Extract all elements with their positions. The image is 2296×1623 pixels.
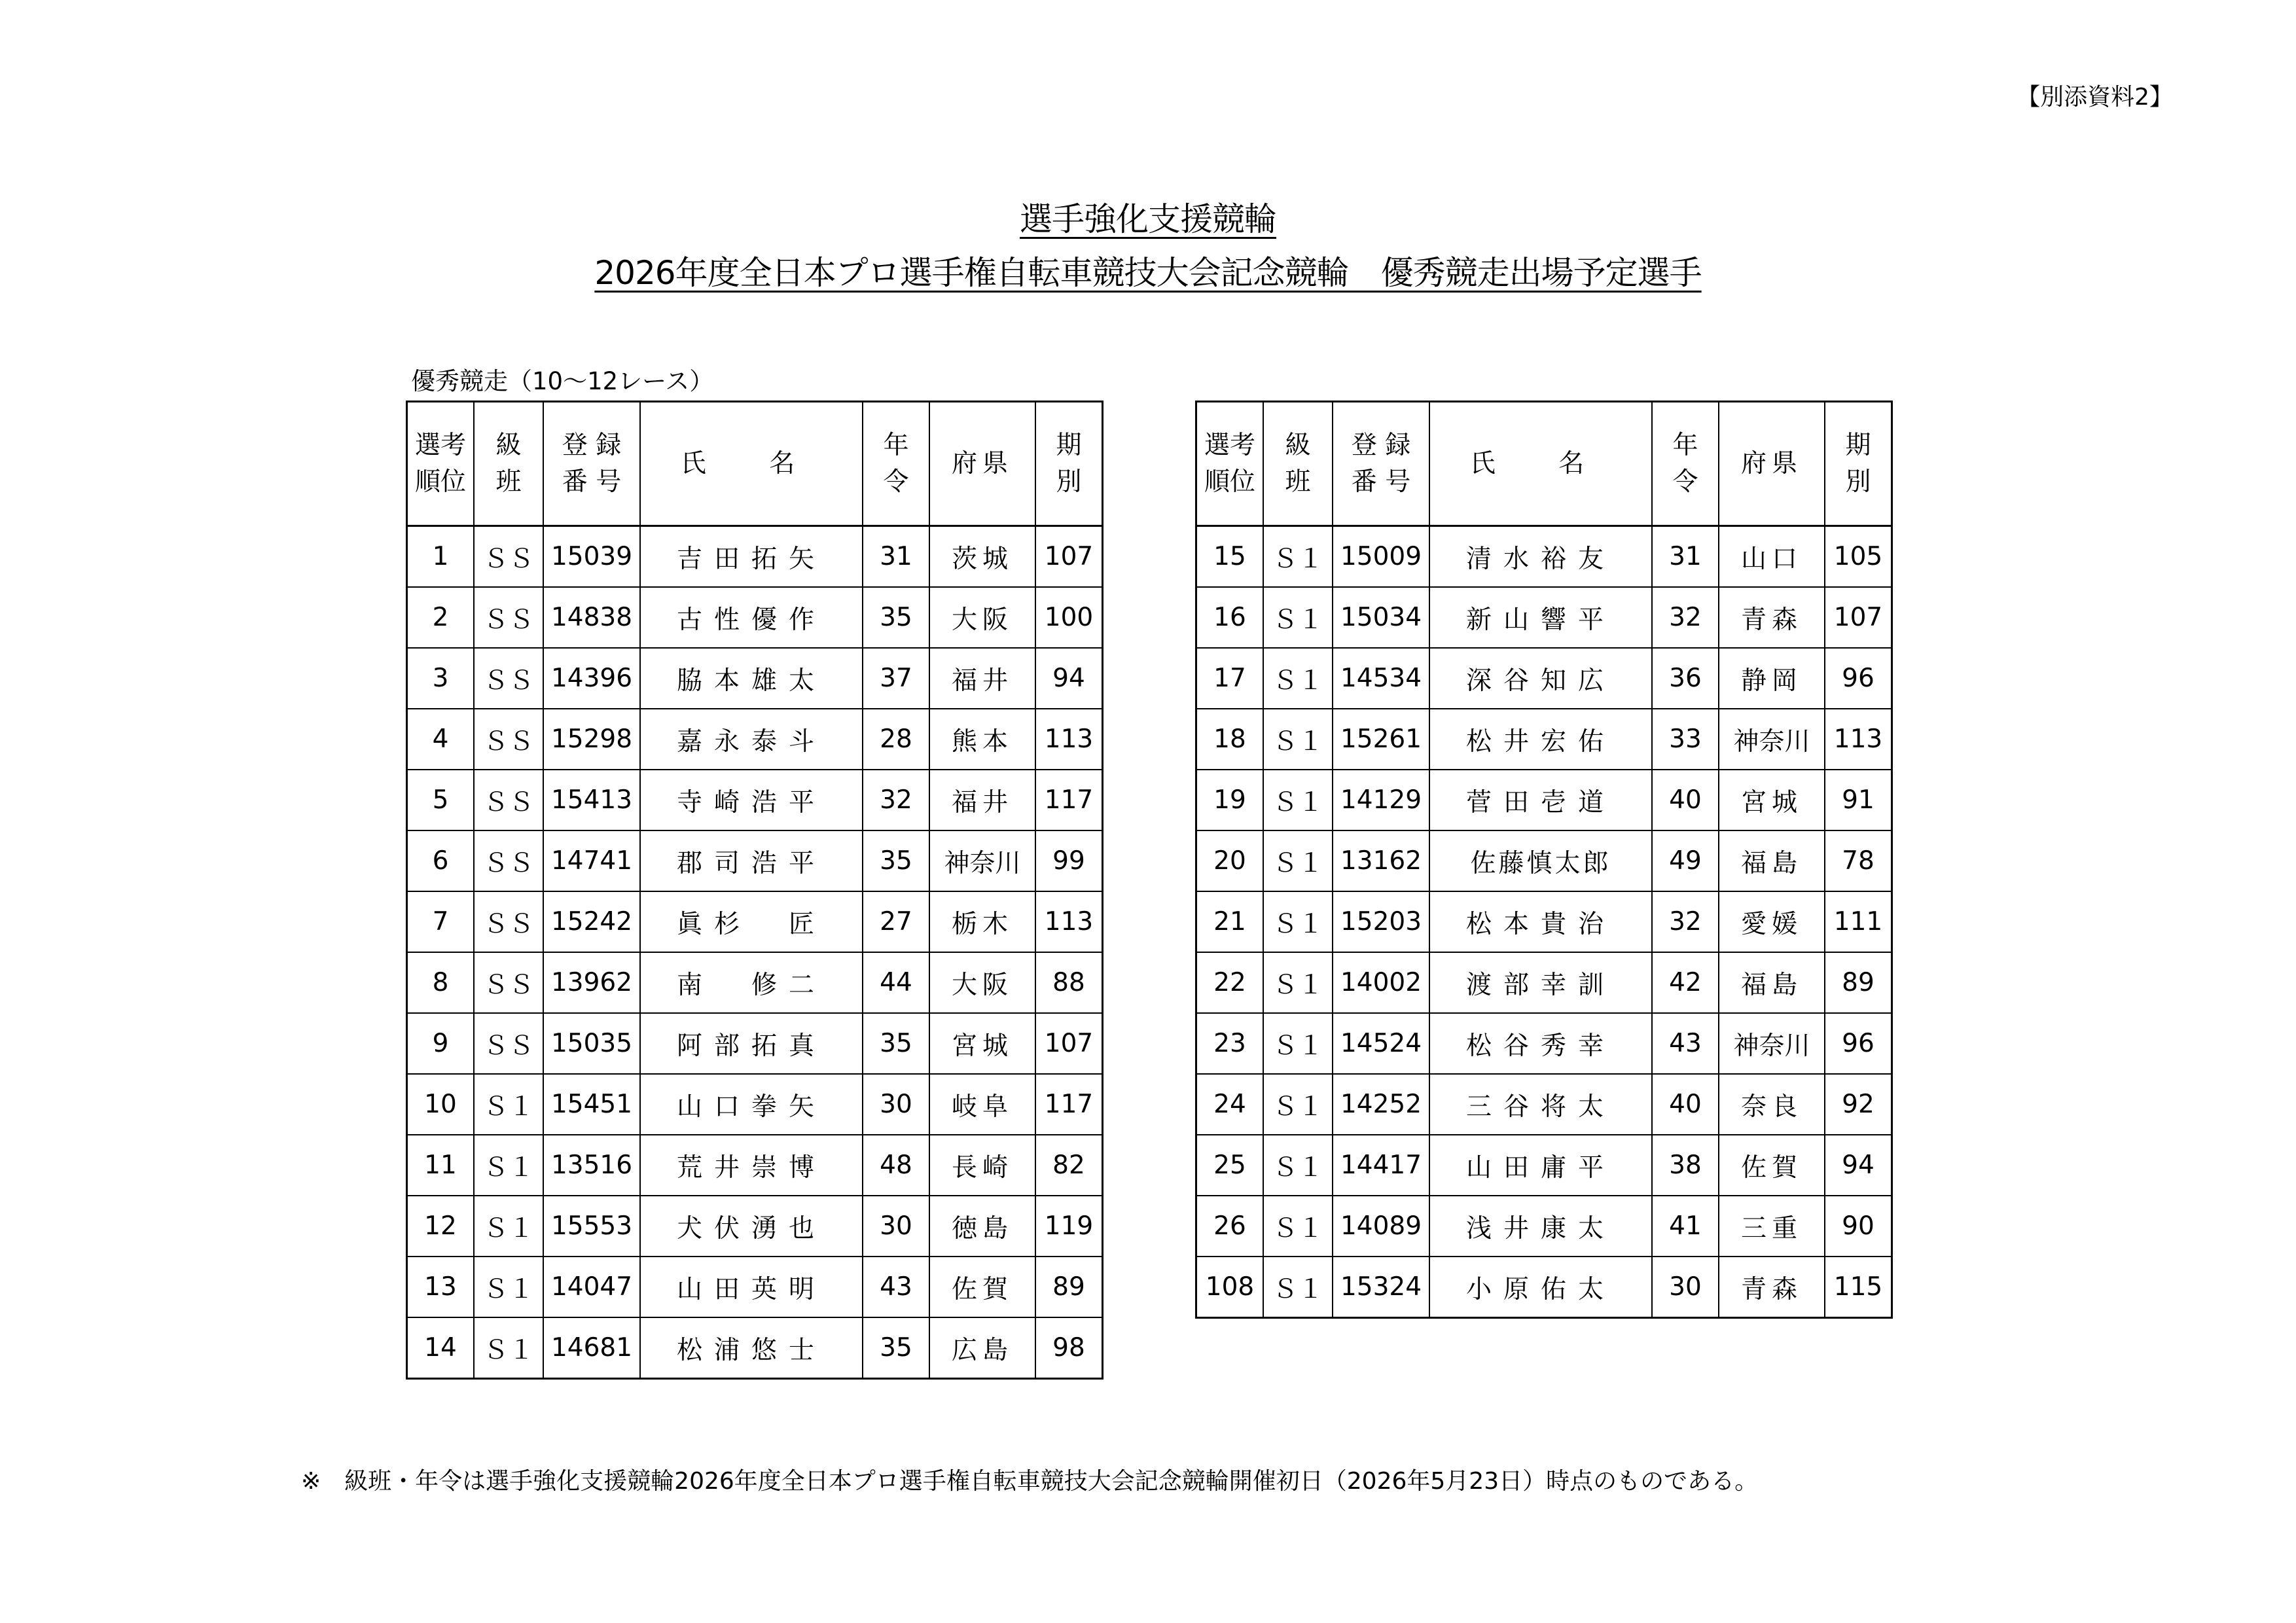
table-row: [1196, 952, 1892, 1013]
term-cell: 82: [1035, 1135, 1103, 1196]
registration-cell: 14741: [543, 830, 640, 891]
name-cell: 松井宏佑: [1429, 709, 1652, 770]
age-cell: 49: [1652, 830, 1719, 891]
header-prefecture: 府県: [929, 402, 1035, 526]
age-cell: 35: [863, 830, 929, 891]
prefecture-cell: 宮城: [929, 1013, 1035, 1074]
rank-cell: 5: [407, 770, 475, 830]
age-cell: 37: [863, 648, 929, 709]
prefecture-cell: 愛媛: [1719, 891, 1825, 952]
registration-cell: 13516: [543, 1135, 640, 1196]
table-row: [407, 952, 1103, 1013]
rank-cell: 21: [1196, 891, 1264, 952]
rank-cell: 7: [407, 891, 475, 952]
header-registration: 登 録 番 号: [543, 402, 640, 526]
table-row: [1196, 526, 1892, 588]
table-row: [407, 648, 1103, 709]
class-cell: ＳＳ: [474, 648, 543, 709]
class-cell: Ｓ１: [1263, 891, 1333, 952]
table-row: [407, 1196, 1103, 1257]
term-cell: 78: [1825, 830, 1892, 891]
class-cell: Ｓ１: [1263, 952, 1333, 1013]
prefecture-cell: 長崎: [929, 1135, 1035, 1196]
rank-cell: 24: [1196, 1074, 1264, 1135]
term-cell: 111: [1825, 891, 1892, 952]
rank-cell: 13: [407, 1257, 475, 1317]
class-cell: ＳＳ: [474, 891, 543, 952]
age-cell: 35: [863, 587, 929, 648]
table-row: [407, 830, 1103, 891]
class-cell: Ｓ１: [1263, 1196, 1333, 1257]
rank-cell: 20: [1196, 830, 1264, 891]
term-cell: 117: [1035, 1074, 1103, 1135]
table-row: [1196, 891, 1892, 952]
prefecture-cell: 佐賀: [1719, 1135, 1825, 1196]
class-cell: Ｓ１: [1263, 526, 1333, 588]
prefecture-cell: 福島: [1719, 952, 1825, 1013]
term-cell: 98: [1035, 1317, 1103, 1379]
term-cell: 99: [1035, 830, 1103, 891]
term-cell: 115: [1825, 1257, 1892, 1318]
header-term: 期 別: [1035, 402, 1103, 526]
rank-cell: 6: [407, 830, 475, 891]
term-cell: 100: [1035, 587, 1103, 648]
page-title-line2: 2026年度全日本プロ選手権自転車競技大会記念競輪 優秀競走出場予定選手: [594, 254, 1702, 292]
term-cell: 105: [1825, 526, 1892, 588]
header-class: 級 班: [1263, 402, 1333, 526]
term-cell: 107: [1825, 587, 1892, 648]
age-cell: 30: [863, 1196, 929, 1257]
name-cell: 犬伏湧也: [640, 1196, 863, 1257]
registration-cell: 14047: [543, 1257, 640, 1317]
name-cell: 松浦悠士: [640, 1317, 863, 1379]
registration-cell: 14524: [1333, 1013, 1429, 1074]
prefecture-cell: 佐賀: [929, 1257, 1035, 1317]
prefecture-cell: 青森: [1719, 587, 1825, 648]
table-row: [407, 526, 1103, 588]
table-row: [1196, 648, 1892, 709]
age-cell: 30: [863, 1074, 929, 1135]
prefecture-cell: 青森: [1719, 1257, 1825, 1318]
registration-cell: 15242: [543, 891, 640, 952]
header-age: 年 令: [1652, 402, 1719, 526]
age-cell: 30: [1652, 1257, 1719, 1318]
registration-cell: 15203: [1333, 891, 1429, 952]
section-label: 優秀競走（10～12レース）: [411, 367, 714, 395]
name-cell: 嘉永泰斗: [640, 709, 863, 770]
name-cell: 山口拳矢: [640, 1074, 863, 1135]
name-cell: 深谷知広: [1429, 648, 1652, 709]
table-row: [407, 1013, 1103, 1074]
age-cell: 28: [863, 709, 929, 770]
prefecture-cell: 宮城: [1719, 770, 1825, 830]
registration-cell: 15035: [543, 1013, 640, 1074]
registration-cell: 14252: [1333, 1074, 1429, 1135]
name-cell: 山田英明: [640, 1257, 863, 1317]
name-cell: 山田庸平: [1429, 1135, 1652, 1196]
prefecture-cell: 福井: [929, 648, 1035, 709]
term-cell: 113: [1825, 709, 1892, 770]
name-cell: 阿部拓真: [640, 1013, 863, 1074]
table-row: [407, 709, 1103, 770]
class-cell: Ｓ１: [474, 1135, 543, 1196]
table-header-row: [1196, 402, 1892, 526]
registration-cell: 15298: [543, 709, 640, 770]
registration-cell: 15039: [543, 526, 640, 588]
class-cell: ＳＳ: [474, 1013, 543, 1074]
rank-cell: 1: [407, 526, 475, 588]
name-cell: 小原佑太: [1429, 1257, 1652, 1318]
class-cell: Ｓ１: [1263, 1074, 1333, 1135]
prefecture-cell: 茨城: [929, 526, 1035, 588]
attachment-label: 【別添資料2】: [2017, 84, 2173, 111]
registration-cell: 15451: [543, 1074, 640, 1135]
table-row: [1196, 830, 1892, 891]
class-cell: Ｓ１: [474, 1074, 543, 1135]
class-cell: Ｓ１: [1263, 830, 1333, 891]
name-cell: 吉田拓矢: [640, 526, 863, 588]
age-cell: 48: [863, 1135, 929, 1196]
table-row: [1196, 1135, 1892, 1196]
class-cell: ＳＳ: [474, 830, 543, 891]
class-cell: Ｓ１: [1263, 1135, 1333, 1196]
term-cell: 92: [1825, 1074, 1892, 1135]
name-cell: 南 修二: [640, 952, 863, 1013]
riders-table-left: [406, 401, 1103, 1380]
term-cell: 89: [1825, 952, 1892, 1013]
age-cell: 32: [1652, 587, 1719, 648]
rank-cell: 12: [407, 1196, 475, 1257]
class-cell: ＳＳ: [474, 952, 543, 1013]
term-cell: 113: [1035, 709, 1103, 770]
table-row: [407, 587, 1103, 648]
registration-cell: 14129: [1333, 770, 1429, 830]
table-header-row: [407, 402, 1103, 526]
class-cell: Ｓ１: [1263, 1013, 1333, 1074]
name-cell: 古性優作: [640, 587, 863, 648]
table-row: [1196, 1013, 1892, 1074]
name-cell: 郡司浩平: [640, 830, 863, 891]
rank-cell: 108: [1196, 1257, 1264, 1318]
age-cell: 40: [1652, 770, 1719, 830]
rank-cell: 22: [1196, 952, 1264, 1013]
class-cell: Ｓ１: [1263, 709, 1333, 770]
table-row: [1196, 709, 1892, 770]
header-name: 氏 名: [640, 402, 863, 526]
table-row: [407, 1257, 1103, 1317]
rank-cell: 3: [407, 648, 475, 709]
header-prefecture: 府県: [1719, 402, 1825, 526]
age-cell: 43: [863, 1257, 929, 1317]
rank-cell: 25: [1196, 1135, 1264, 1196]
name-cell: 眞杉 匠: [640, 891, 863, 952]
header-rank: 選考 順位: [407, 402, 475, 526]
riders-table-right: [1195, 401, 1893, 1319]
table-row: [1196, 1074, 1892, 1135]
age-cell: 31: [1652, 526, 1719, 588]
term-cell: 107: [1035, 1013, 1103, 1074]
name-cell: 新山響平: [1429, 587, 1652, 648]
registration-cell: 15413: [543, 770, 640, 830]
prefecture-cell: 福島: [1719, 830, 1825, 891]
prefecture-cell: 熊本: [929, 709, 1035, 770]
name-cell: 三谷将太: [1429, 1074, 1652, 1135]
registration-cell: 14002: [1333, 952, 1429, 1013]
term-cell: 89: [1035, 1257, 1103, 1317]
age-cell: 33: [1652, 709, 1719, 770]
term-cell: 94: [1825, 1135, 1892, 1196]
class-cell: ＳＳ: [474, 770, 543, 830]
table-row: [1196, 1257, 1892, 1318]
prefecture-cell: 神奈川: [929, 830, 1035, 891]
age-cell: 35: [863, 1013, 929, 1074]
class-cell: ＳＳ: [474, 587, 543, 648]
term-cell: 88: [1035, 952, 1103, 1013]
prefecture-cell: 岐阜: [929, 1074, 1035, 1135]
rank-cell: 8: [407, 952, 475, 1013]
term-cell: 91: [1825, 770, 1892, 830]
term-cell: 96: [1825, 648, 1892, 709]
class-cell: ＳＳ: [474, 526, 543, 588]
rank-cell: 17: [1196, 648, 1264, 709]
registration-cell: 14838: [543, 587, 640, 648]
class-cell: Ｓ１: [474, 1257, 543, 1317]
age-cell: 31: [863, 526, 929, 588]
prefecture-cell: 徳島: [929, 1196, 1035, 1257]
prefecture-cell: 神奈川: [1719, 1013, 1825, 1074]
rank-cell: 9: [407, 1013, 475, 1074]
age-cell: 42: [1652, 952, 1719, 1013]
class-cell: Ｓ１: [1263, 1257, 1333, 1318]
name-cell: 浅井康太: [1429, 1196, 1652, 1257]
name-cell: 荒井崇博: [640, 1135, 863, 1196]
term-cell: 119: [1035, 1196, 1103, 1257]
name-cell: 寺崎浩平: [640, 770, 863, 830]
age-cell: 35: [863, 1317, 929, 1379]
rank-cell: 23: [1196, 1013, 1264, 1074]
registration-cell: 15034: [1333, 587, 1429, 648]
rank-cell: 18: [1196, 709, 1264, 770]
term-cell: 113: [1035, 891, 1103, 952]
table-row: [1196, 770, 1892, 830]
table-row: [1196, 1196, 1892, 1257]
prefecture-cell: 広島: [929, 1317, 1035, 1379]
table-row: [407, 1135, 1103, 1196]
rank-cell: 11: [407, 1135, 475, 1196]
age-cell: 44: [863, 952, 929, 1013]
prefecture-cell: 栃木: [929, 891, 1035, 952]
class-cell: Ｓ１: [1263, 587, 1333, 648]
age-cell: 36: [1652, 648, 1719, 709]
table-row: [407, 891, 1103, 952]
age-cell: 32: [863, 770, 929, 830]
table-row: [1196, 587, 1892, 648]
table-row: [407, 1317, 1103, 1379]
rank-cell: 26: [1196, 1196, 1264, 1257]
registration-cell: 14681: [543, 1317, 640, 1379]
registration-cell: 15553: [543, 1196, 640, 1257]
term-cell: 90: [1825, 1196, 1892, 1257]
rank-cell: 19: [1196, 770, 1264, 830]
rank-cell: 2: [407, 587, 475, 648]
term-cell: 94: [1035, 648, 1103, 709]
registration-cell: 14417: [1333, 1135, 1429, 1196]
name-cell: 松本貴治: [1429, 891, 1652, 952]
prefecture-cell: 奈良: [1719, 1074, 1825, 1135]
registration-cell: 15324: [1333, 1257, 1429, 1318]
registration-cell: 15261: [1333, 709, 1429, 770]
header-rank: 選考 順位: [1196, 402, 1264, 526]
registration-cell: 14534: [1333, 648, 1429, 709]
name-cell: 松谷秀幸: [1429, 1013, 1652, 1074]
age-cell: 27: [863, 891, 929, 952]
age-cell: 41: [1652, 1196, 1719, 1257]
header-class: 級 班: [474, 402, 543, 526]
registration-cell: 15009: [1333, 526, 1429, 588]
name-cell: 渡部幸訓: [1429, 952, 1652, 1013]
prefecture-cell: 福井: [929, 770, 1035, 830]
header-term: 期 別: [1825, 402, 1892, 526]
class-cell: Ｓ１: [474, 1196, 543, 1257]
header-registration: 登 録 番 号: [1333, 402, 1429, 526]
term-cell: 117: [1035, 770, 1103, 830]
prefecture-cell: 大阪: [929, 587, 1035, 648]
rank-cell: 14: [407, 1317, 475, 1379]
prefecture-cell: 静岡: [1719, 648, 1825, 709]
class-cell: Ｓ１: [474, 1317, 543, 1379]
name-cell: 清水裕友: [1429, 526, 1652, 588]
name-cell: 脇本雄太: [640, 648, 863, 709]
registration-cell: 14396: [543, 648, 640, 709]
age-cell: 40: [1652, 1074, 1719, 1135]
name-cell: 佐藤慎太郎: [1429, 830, 1652, 891]
prefecture-cell: 大阪: [929, 952, 1035, 1013]
rank-cell: 15: [1196, 526, 1264, 588]
footnote: ※ 級班・年令は選手強化支援競輪2026年度全日本プロ選手権自転車競技大会記念競輪開催初日（2026年5月23日）時点のものである。: [301, 1468, 1759, 1495]
registration-cell: 14089: [1333, 1196, 1429, 1257]
table-row: [407, 770, 1103, 830]
registration-cell: 13962: [543, 952, 640, 1013]
prefecture-cell: 神奈川: [1719, 709, 1825, 770]
rank-cell: 10: [407, 1074, 475, 1135]
class-cell: Ｓ１: [1263, 770, 1333, 830]
rank-cell: 16: [1196, 587, 1264, 648]
class-cell: Ｓ１: [1263, 648, 1333, 709]
prefecture-cell: 三重: [1719, 1196, 1825, 1257]
header-name: 氏 名: [1429, 402, 1652, 526]
age-cell: 32: [1652, 891, 1719, 952]
term-cell: 96: [1825, 1013, 1892, 1074]
table-row: [407, 1074, 1103, 1135]
age-cell: 43: [1652, 1013, 1719, 1074]
page-title-line1: 選手強化支援競輪: [1020, 200, 1276, 238]
registration-cell: 13162: [1333, 830, 1429, 891]
age-cell: 38: [1652, 1135, 1719, 1196]
header-age: 年 令: [863, 402, 929, 526]
class-cell: ＳＳ: [474, 709, 543, 770]
rank-cell: 4: [407, 709, 475, 770]
term-cell: 107: [1035, 526, 1103, 588]
name-cell: 菅田壱道: [1429, 770, 1652, 830]
prefecture-cell: 山口: [1719, 526, 1825, 588]
